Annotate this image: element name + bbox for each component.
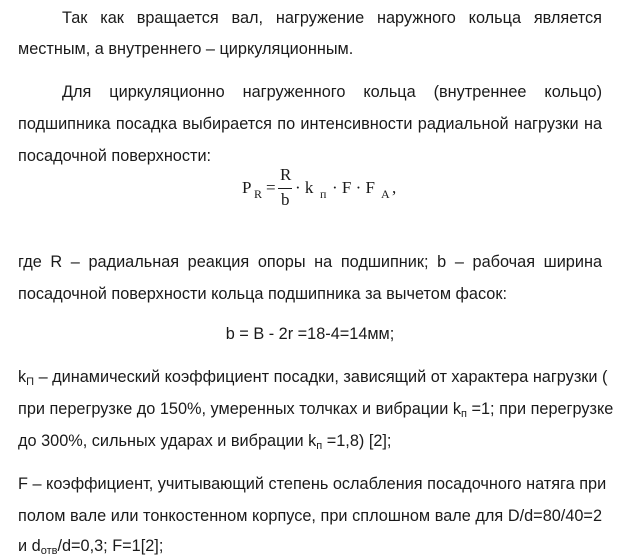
formula-f-fa: · F · F bbox=[332, 178, 375, 197]
kp-line-2 bbox=[18, 398, 614, 420]
kp-line-2-sub: п bbox=[460, 408, 467, 420]
kp-line-2-text-a: при перегрузке до 150%, умеренных толчках и вибрации k bbox=[18, 400, 461, 418]
paragraph-1-line-1: Так как вращается вал, нагружение наружного кольца является bbox=[62, 9, 602, 27]
kp-line-1-text: – динамический коэффициент посадки, зависящий от характера нагрузки ( bbox=[34, 368, 608, 386]
formula-p-sub: R bbox=[254, 187, 263, 201]
kp-line-2-text-b: =1; при перегрузке bbox=[466, 400, 614, 418]
formula-kp-sub: п bbox=[320, 187, 327, 201]
pressure-formula bbox=[240, 158, 440, 222]
paragraph-1-line-2: местным, а внутреннего – циркуляционным. bbox=[18, 40, 354, 58]
kp-line-3 bbox=[18, 430, 602, 452]
b-width-formula: b = B - 2r =18-4=14мм; bbox=[225, 325, 395, 343]
paragraph-3-line-2: посадочной поверхности кольца подшипника за вычетом фасок: bbox=[18, 285, 508, 303]
f-line-3 bbox=[18, 535, 602, 557]
f-line-2: полом вале или тонкостенном корпусе, при сплошном вале для D/d=80/40=2 bbox=[18, 507, 602, 525]
f-line-3-text-a: и d bbox=[18, 537, 41, 555]
formula-fa-sub: A bbox=[381, 187, 390, 201]
formula-p: P bbox=[242, 178, 252, 197]
formula-numerator: R bbox=[280, 165, 292, 184]
f-line-3-text-b: /d=0,3; F=1[2]; bbox=[57, 537, 164, 555]
kp-line-3-sub: п bbox=[316, 440, 323, 452]
kp-line-1 bbox=[18, 366, 608, 388]
f-line-1: F – коэффициент, учитывающий степень ослабления посадочного натяга при bbox=[18, 475, 607, 493]
kp-symbol: k bbox=[18, 368, 27, 386]
formula-comma: , bbox=[392, 178, 397, 197]
kp-line-3-text-a: до 300%, сильных ударах и вибрации k bbox=[18, 432, 317, 450]
f-line-3-sub: отв bbox=[40, 545, 58, 557]
kp-symbol-sub: П bbox=[26, 376, 35, 388]
formula-kp: · k bbox=[295, 178, 314, 197]
formula-equals: = bbox=[266, 178, 276, 197]
kp-line-3-text-b: =1,8) [2]; bbox=[322, 432, 392, 450]
paragraph-3-line-1: где R – радиальная реакция опоры на подшипник; b – рабочая ширина bbox=[18, 253, 602, 271]
fraction-bar bbox=[278, 188, 292, 189]
paragraph-2-line-3: посадочной поверхности: bbox=[18, 147, 212, 165]
formula-denominator: b bbox=[281, 190, 290, 209]
paragraph-2-line-1: Для циркуляционно нагруженного кольца (внутреннее кольцо) bbox=[62, 83, 602, 101]
paragraph-2-line-2: подшипника посадка выбирается по интенсивности радиальной нагрузки на bbox=[18, 115, 602, 133]
